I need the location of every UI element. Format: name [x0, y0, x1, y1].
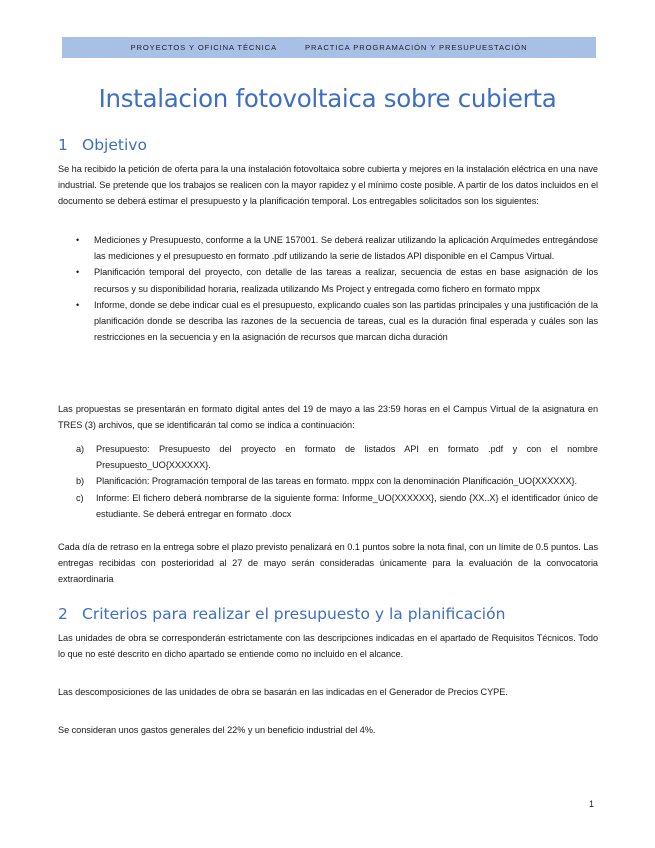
section-number: 2 [58, 605, 68, 623]
header-practice: PRACTICA PROGRAMACIÓN Y PRESUPUESTACIÓN [305, 43, 528, 52]
file-list-text: Informe: El fichero deberá nombrarse de la siguiente forma: Informe_UO{XXXXXX}, siendo {XX..X} el identificador único de estudiante. Se deberá entregar en formato .docx [96, 492, 598, 519]
file-list-item [76, 441, 598, 473]
file-list-text: Planificación: Programación temporal de las tareas en formato. mppx con la denominación Planificación_UO{XXXXXX}. [96, 476, 578, 487]
section-objetivo-heading [58, 136, 147, 154]
penalty-paragraph: Cada día de retraso en la entrega sobre el plazo previsto penalizará en 0.1 puntos sobre la nota final, con un límite de 0.5 puntos. Las entregas recibidas con posterioridad al 27 de mayo serán consideradas únicamente para la evaluación de la convocatoria extraordinaria [58, 542, 598, 585]
bullet-icon: • [76, 299, 80, 310]
bullet-icon: • [76, 267, 80, 278]
list-marker: b) [76, 476, 85, 487]
list-marker: c) [76, 492, 84, 503]
header-course: PROYECTOS Y OFICINA TÉCNICA [130, 43, 278, 52]
section-criterios-heading [58, 605, 505, 623]
page-number: 1 [589, 799, 595, 809]
section-title: Objetivo [82, 136, 147, 154]
file-list-item [76, 473, 598, 489]
bullet-item [76, 264, 598, 296]
file-list-text: Presupuesto: Presupuesto del proyecto en formato de listados API en formato .pdf y con el nombre Presupuesto_UO{XXXXXX}. [96, 444, 598, 471]
bullet-text: Planificación temporal del proyecto, con detalle de las tareas a realizar, secuencia de estas en base asignación de los recursos y su disponibilidad horaria, realizada utilizando Ms Project y entregada como fichero en formato mppx [94, 267, 598, 294]
criteria-paragraph-1: Las unidades de obra se corresponderán estrictamente con las descripciones indicadas en el apartado de Requisitos Técnicos. Todo lo que no esté descrito en dicho apartado se entiende como no incluido en el alcance. [58, 633, 598, 660]
bullet-item [76, 232, 598, 264]
bullet-text: Mediciones y Presupuesto, conforme a la UNE 157001. Se deberá realizar utilizando la aplicación Arquímedes entregándose las mediciones y el presupuesto en formato .pdf utilizando la serie de listados API disponible en el Campus Virtual. [94, 235, 598, 262]
section-number: 1 [58, 136, 68, 154]
list-marker: a) [76, 444, 85, 454]
criteria-paragraph-2: Las descomposiciones de las unidades de obra se basarán en las indicadas en el Generador de Precios CYPE. [58, 687, 508, 697]
file-list-item [76, 490, 598, 522]
deliverables-bullet-list [76, 232, 598, 345]
submission-paragraph: Las propuestas se presentarán en formato digital antes del 19 de mayo a las 23:59 horas en el Campus Virtual de la asignatura en TRES (3) archivos, que se identificarán tal como se indica a continuación: [58, 404, 598, 431]
intro-paragraph: Se ha recibido la petición de oferta para la una instalación fotovoltaica sobre cubierta y mejores en la instalación eléctrica en una nave industrial. Se pretende que los trabajos se realicen con la mayor rapidez y el mínimo coste posible. A partir de los datos incluidos en el documento se deberá estimar el presupuesto y la planificación temporal. Los entregables solicitados son los siguientes: [58, 164, 598, 207]
page-header [62, 37, 596, 58]
criteria-paragraph-3: Se consideran unos gastos generales del 22% y un beneficio industrial del 4%. [58, 725, 376, 735]
bullet-item [76, 297, 598, 346]
bullet-text: Informe, donde se debe indicar cual es el presupuesto, explicando cuales son las partidas principales y una justificación de la planificación donde se describa las razones de la secuencia de tareas, cual es la duración final esperada y cuáles son las restricciones en la secuencia y en la asignación de recursos que marcan dicha duración [94, 299, 598, 343]
section-title: Criterios para realizar el presupuesto y la planificación [82, 605, 506, 623]
document-title: Instalacion fotovoltaica sobre cubierta [98, 84, 557, 113]
bullet-icon: • [76, 235, 80, 245]
file-list [76, 441, 598, 522]
